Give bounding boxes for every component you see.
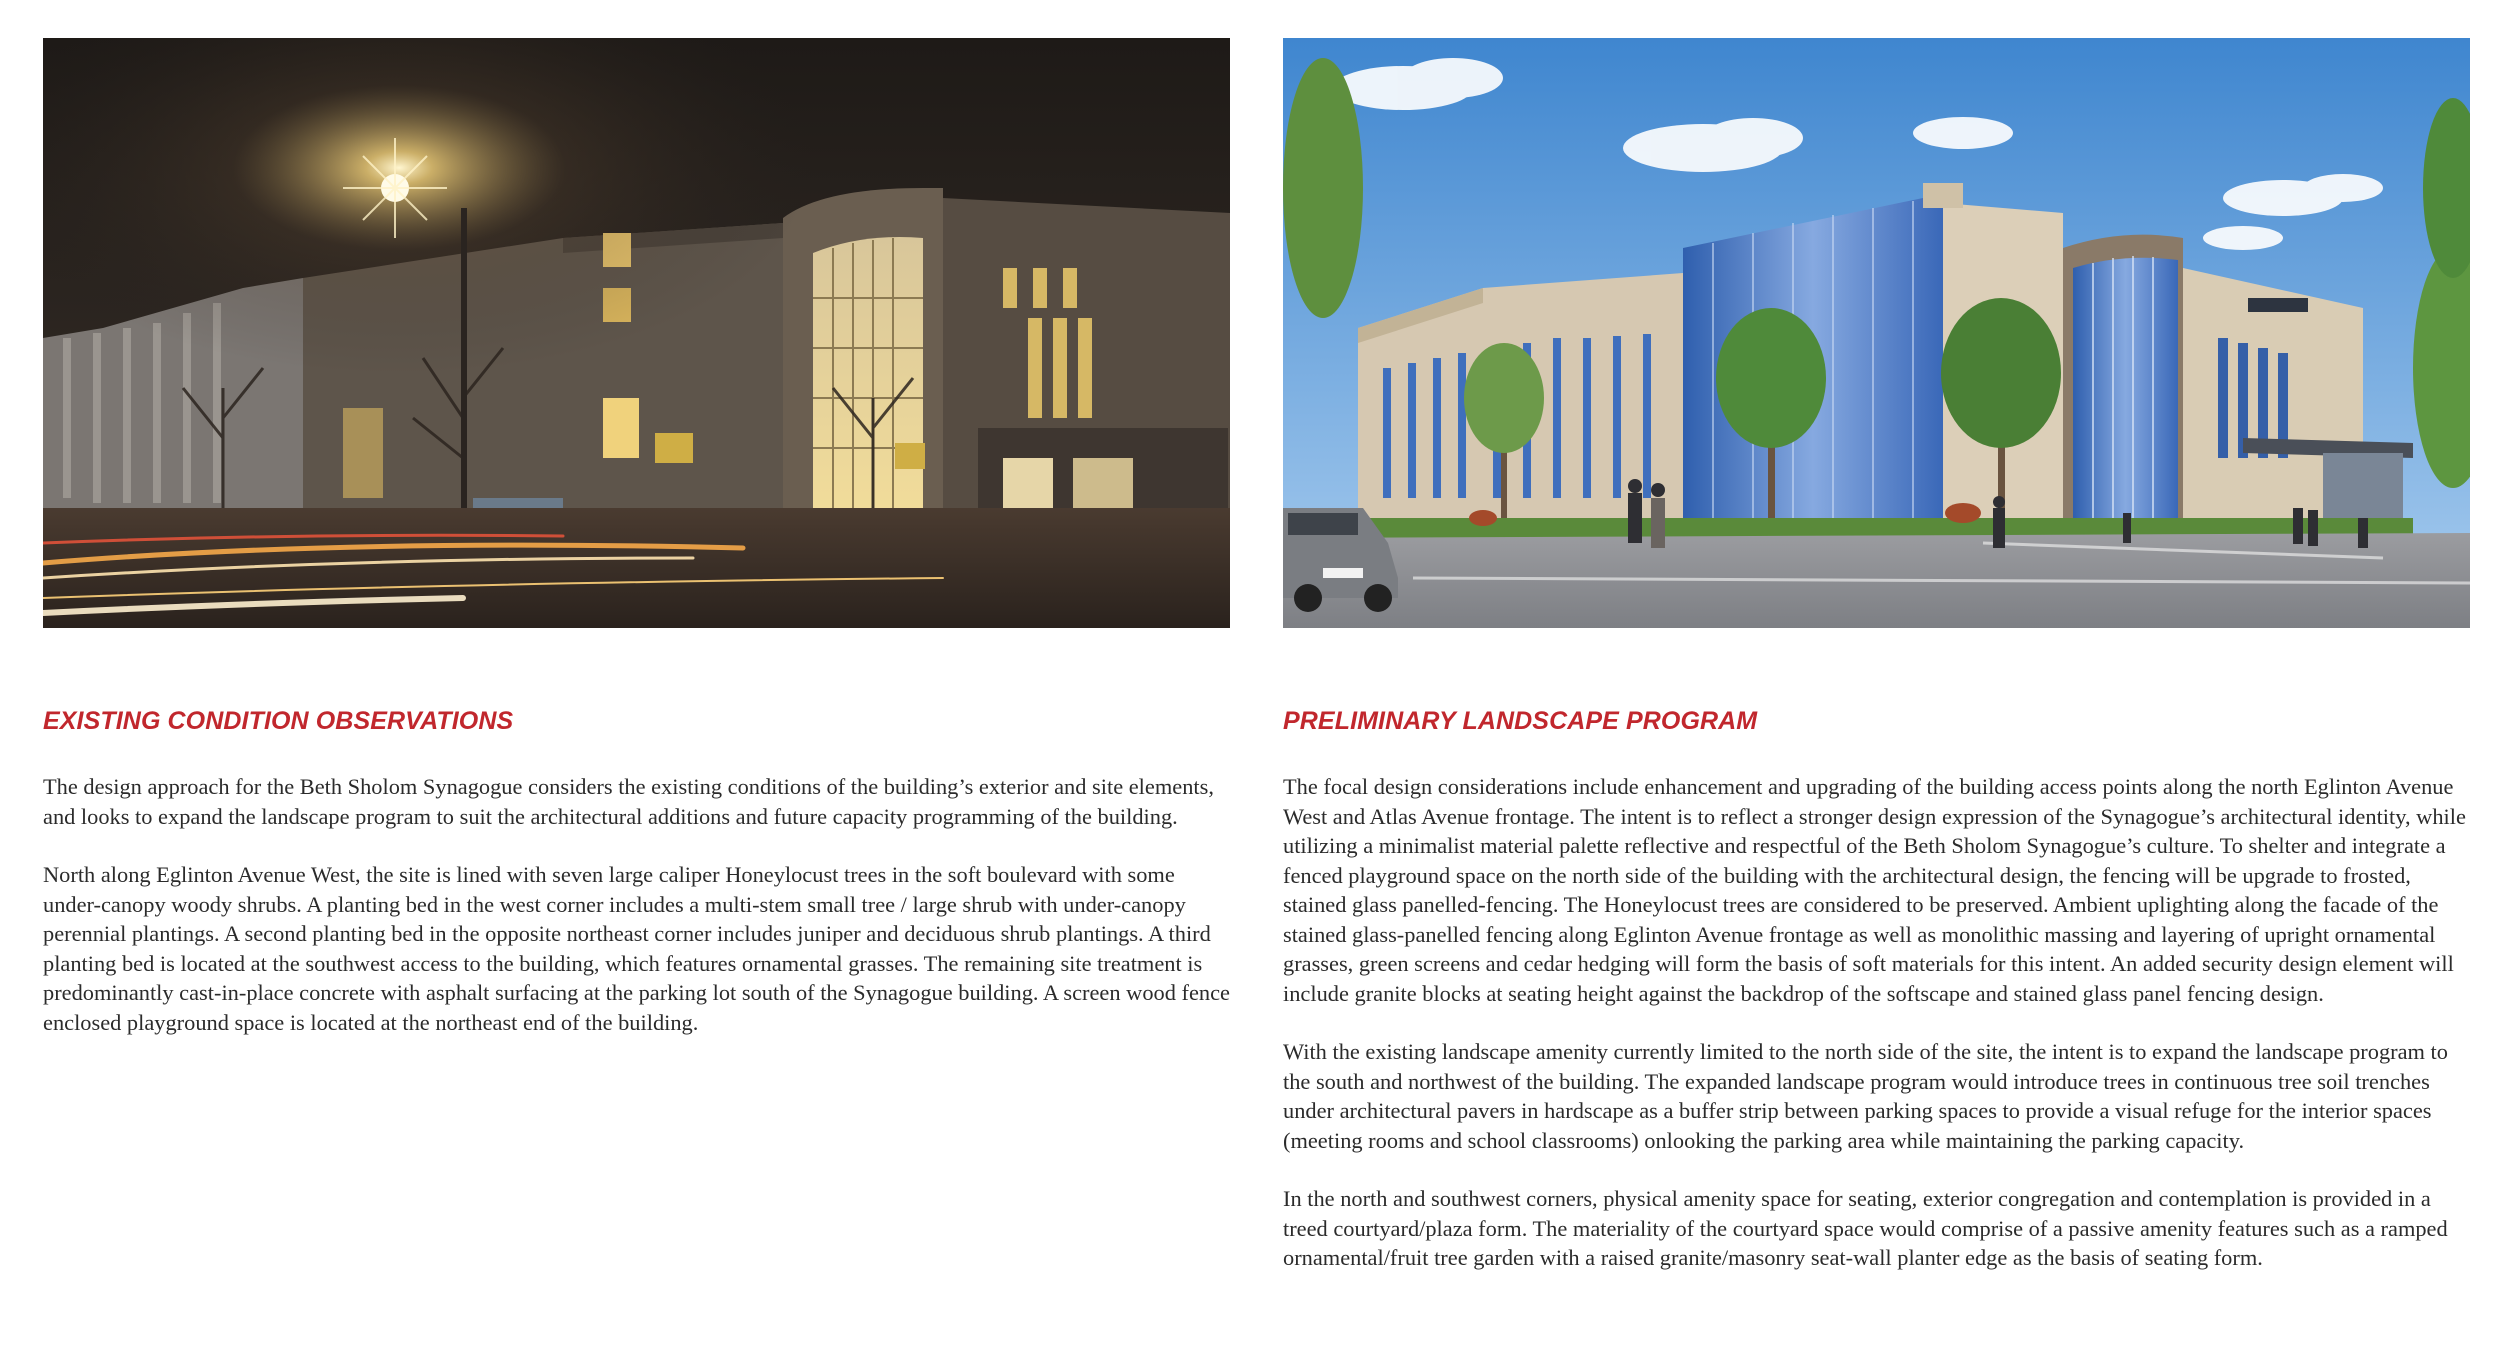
program-paragraph-3: In the north and southwest corners, physical amenity space for seating, exterior congregation and contemplation is provided in a treed courtyard/plaza form. The materiality of the courtyard space would comprise of a passive amenity features such as a ramped ornamental/fruit tree garden with a raised granite/masonry seat-wall planter edge as the basis of seating form. bbox=[1283, 1186, 2448, 1270]
existing-conditions-heading: EXISTING CONDITION OBSERVATIONS bbox=[43, 707, 514, 735]
existing-paragraph-1: The design approach for the Beth Sholom Synagogue considers the existing conditions of the building’s exterior and site elements, and looks to expand the landscape program to suit the architectural additions and future capacity programming of the building. bbox=[43, 774, 1214, 829]
existing-paragraph-2: North along Eglinton Avenue West, the site is lined with seven large caliper Honeylocust trees in the soft boulevard with some under-canopy woody shrubs. A planting bed in the west corner includes a multi-stem small tree / large shrub with under-canopy perennial plantings. A second planting bed in the opposite northeast corner includes juniper and deciduous shrub plantings. A third planting bed is located at the southwest access to the building, which features ornamental grasses. The remaining site treatment is predominantly cast-in-place concrete with asphalt surfacing at the parking lot south of the Synagogue building. A screen wood fence enclosed playground space is located at the northeast end of the building. bbox=[43, 862, 1230, 1035]
landscape-program-heading: PRELIMINARY LANDSCAPE PROGRAM bbox=[1283, 707, 1758, 735]
existing-building-night-photo bbox=[43, 38, 1230, 628]
program-paragraph-2: With the existing landscape amenity currently limited to the north side of the site, the intent is to expand the landscape program to the south and northwest of the building. The expanded landscape program would introduce trees in continuous tree soil trenches under architectural pavers in hardscape as a buffer strip between parking spaces to provide a visual refuge for the interior spaces (meeting rooms and school classrooms) onlooking the parking area while maintaining the parking capacity. bbox=[1283, 1039, 2448, 1153]
program-paragraph-1: The focal design considerations include enhancement and upgrading of the building access points along the north Eglinton Avenue West and Atlas Avenue frontage. The intent is to reflect a stronger design expression of the Synagogue’s architectural identity, while utilizing a minimalist material palette reflective and respectful of the Beth Sholom Synagogue’s culture. To shelter and integrate a fenced playground space on the north side of the building with the architectural design, the fencing will be upgrade to frosted, stained glass panelled-fencing. The Honeylocust trees are considered to be preserved. Ambient uplighting along the facade of the stained glass-panelled fencing along Eglinton Avenue frontage as well as monolithic massing and layering of upright ornamental grasses, green screens and cedar hedging will form the basis of soft materials for this intent. An added security design element will include granite blocks at seating height against the backdrop of the softscape and stained glass panel fencing design. bbox=[1283, 774, 2466, 1006]
proposed-building-rendering bbox=[1283, 38, 2470, 628]
existing-conditions-section bbox=[43, 704, 1233, 1037]
rendering-photo-icon bbox=[1283, 38, 2470, 628]
landscape-program-section bbox=[1283, 704, 2473, 1273]
night-photo-icon bbox=[43, 38, 1230, 628]
